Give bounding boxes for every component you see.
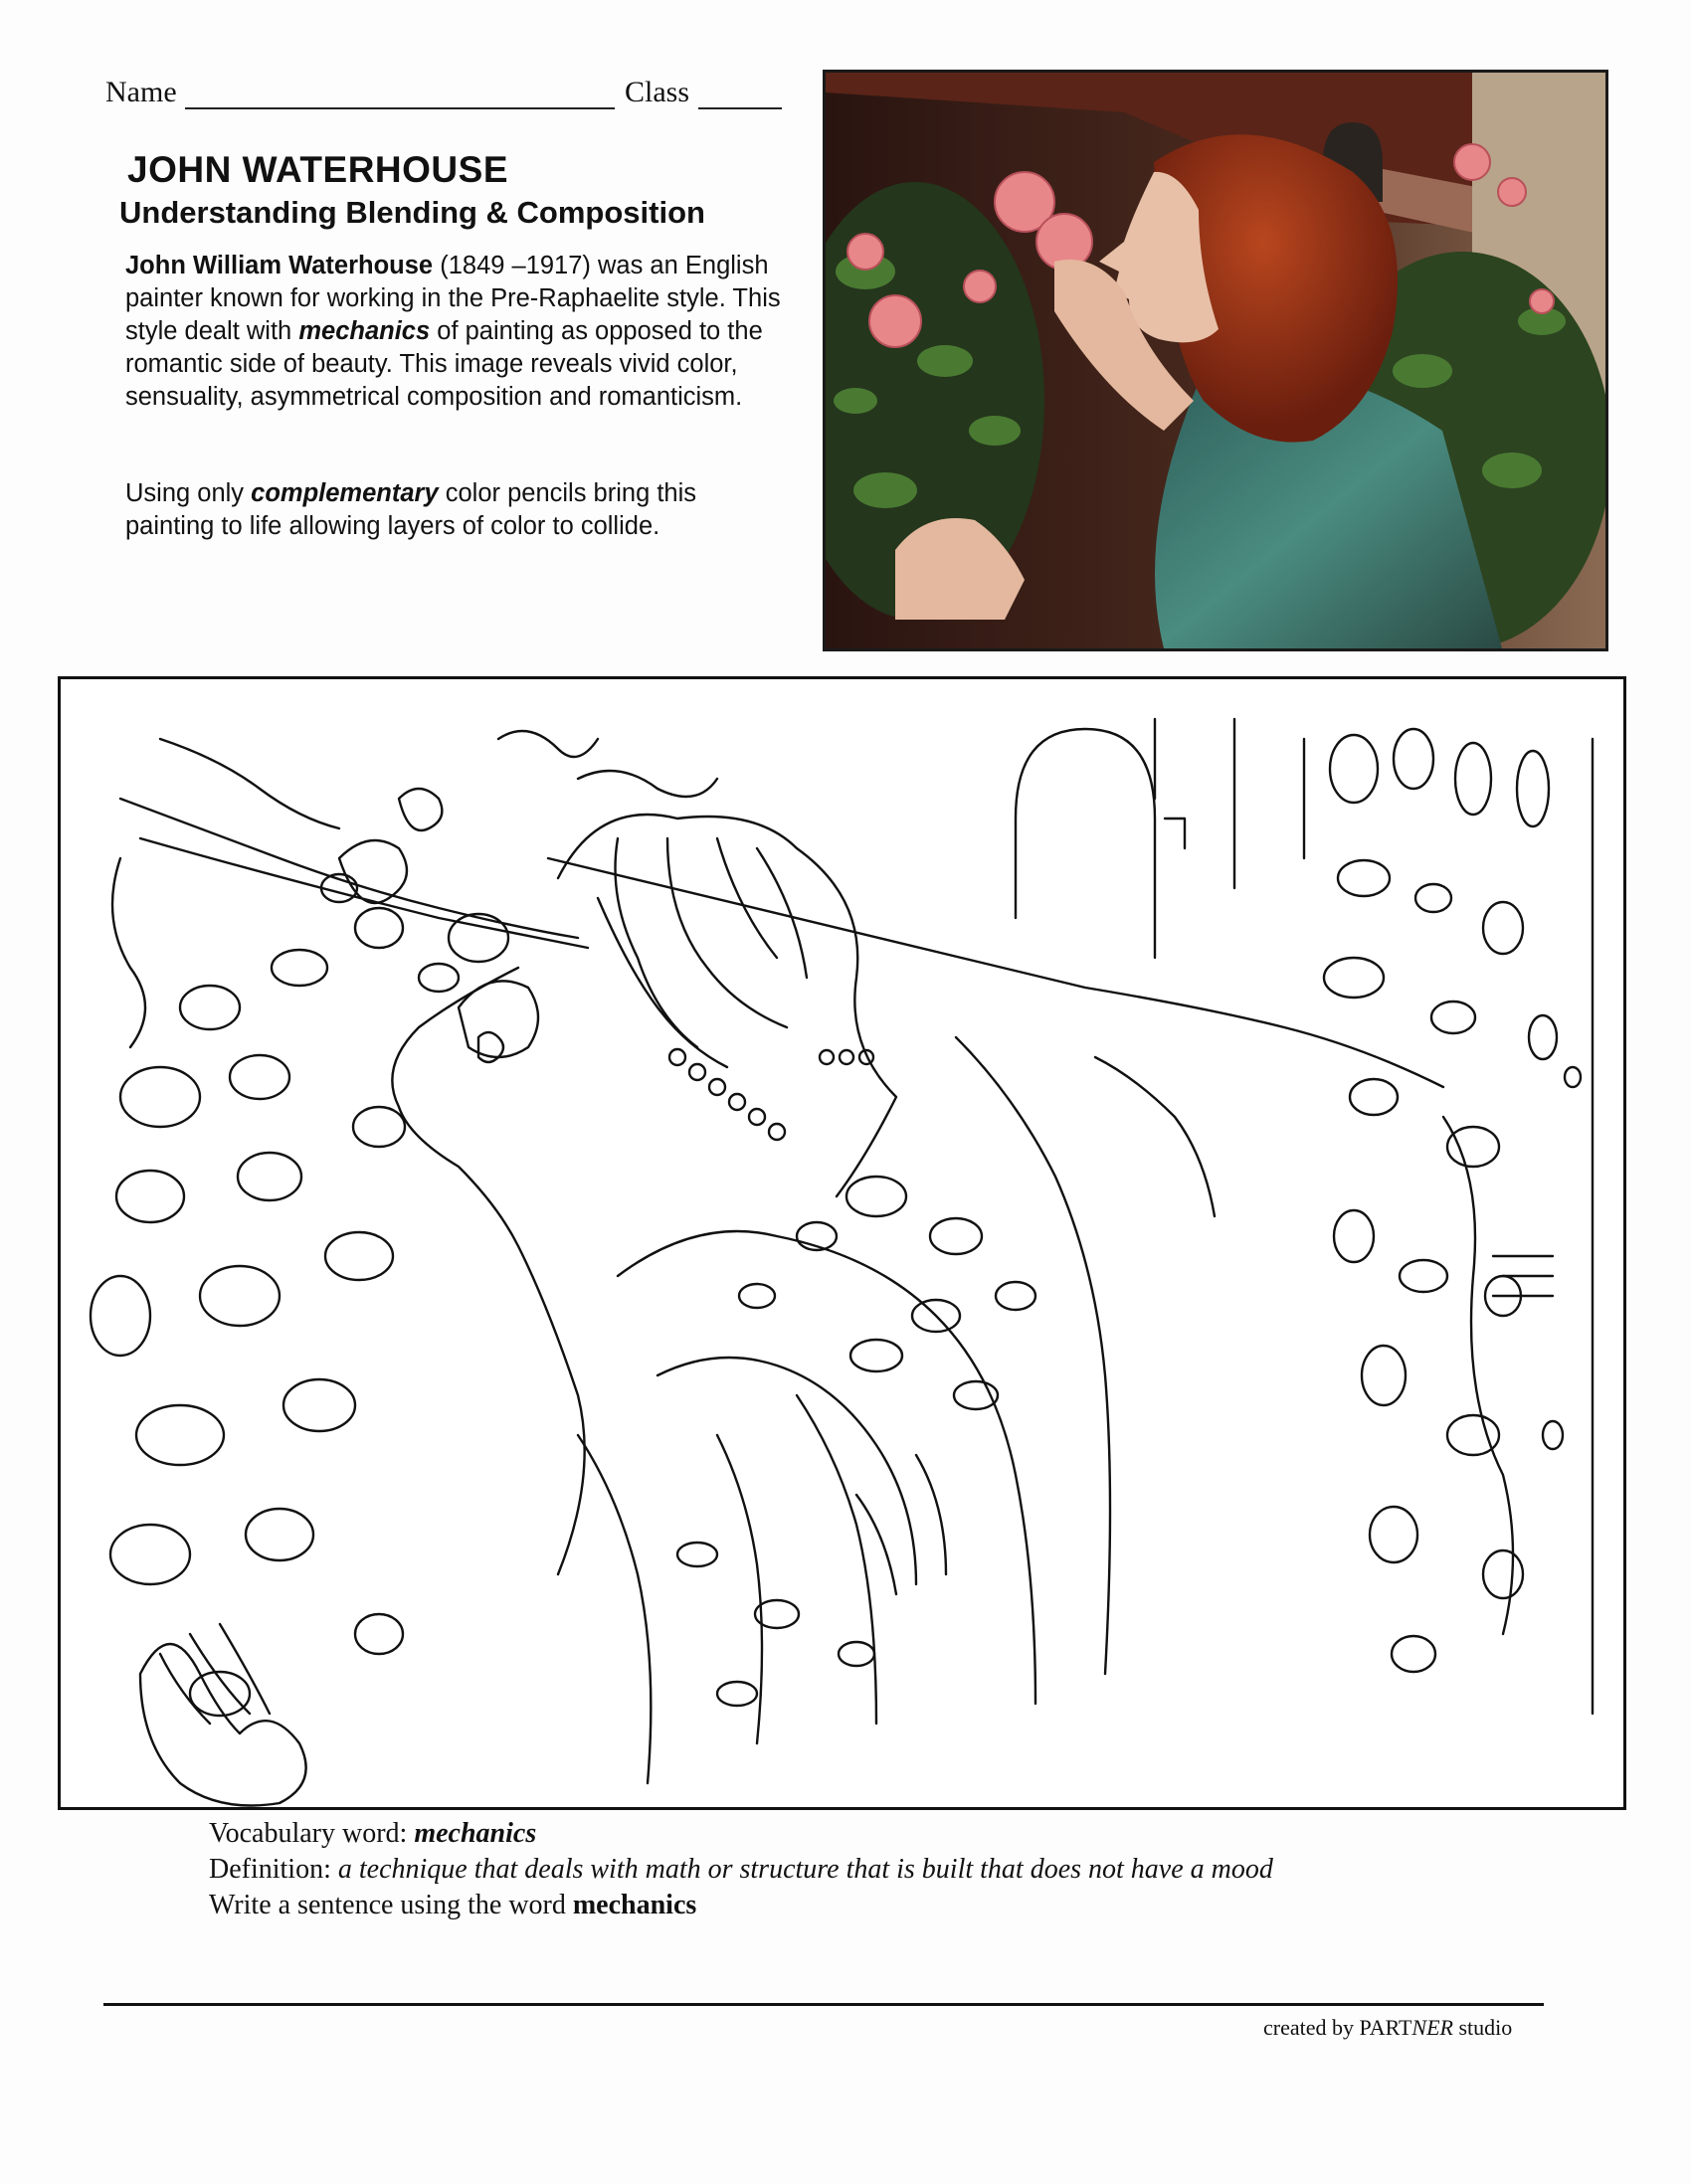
painting-svg	[826, 73, 1605, 648]
instruction-text-b: color pencils bring this painting to life allowing layers of color to collide.	[125, 479, 697, 540]
page-title: JOHN WATERHOUSE	[127, 149, 509, 190]
vocab-word-label: Vocabulary word:	[209, 1818, 415, 1849]
credit-brand-b: NER	[1411, 2015, 1453, 2040]
credit-prefix: created by	[1263, 2015, 1360, 2040]
sentence-prompt-line	[209, 1890, 696, 1921]
credit-line	[1263, 2015, 1512, 2041]
instruction-emphasis: complementary	[251, 479, 439, 507]
intro-text-b: of painting as opposed to the romantic side of beauty. This image reveals vivid color, sensuality, asymmetrical composition and romanticism.	[125, 317, 763, 411]
line-drawing	[61, 679, 1623, 1807]
painting-image	[823, 70, 1608, 651]
instruction-paragraph	[125, 477, 782, 543]
name-label: Name	[105, 76, 177, 108]
answer-line[interactable]	[103, 2003, 1544, 2006]
page-subtitle: Understanding Blending & Composition	[119, 195, 705, 230]
vocab-word-line	[209, 1818, 536, 1850]
intro-emphasis: mechanics	[298, 317, 431, 345]
artist-name: John William Waterhouse	[125, 252, 434, 279]
definition-text: a technique that deals with math or structure that is built that does not have a mood	[337, 1854, 1273, 1885]
coloring-frame[interactable]	[58, 676, 1626, 1810]
definition-label: Definition:	[209, 1854, 338, 1885]
sentence-word: mechanics	[572, 1890, 697, 1920]
intro-paragraph	[125, 250, 782, 414]
name-field[interactable]	[185, 107, 615, 109]
credit-suffix: studio	[1452, 2015, 1513, 2040]
class-label: Class	[625, 76, 690, 108]
credit-brand-a: PART	[1359, 2015, 1412, 2040]
vocab-definition-line	[209, 1854, 1273, 1886]
sentence-prompt: Write a sentence using the word	[209, 1890, 573, 1920]
vocab-word: mechanics	[414, 1818, 537, 1849]
instruction-text-a: Using only	[125, 479, 252, 507]
class-field[interactable]	[698, 107, 782, 109]
intro-text-a: (1849 –1917) was an English painter known for working in the Pre-Raphaelite style. This style dealt with	[125, 252, 781, 345]
